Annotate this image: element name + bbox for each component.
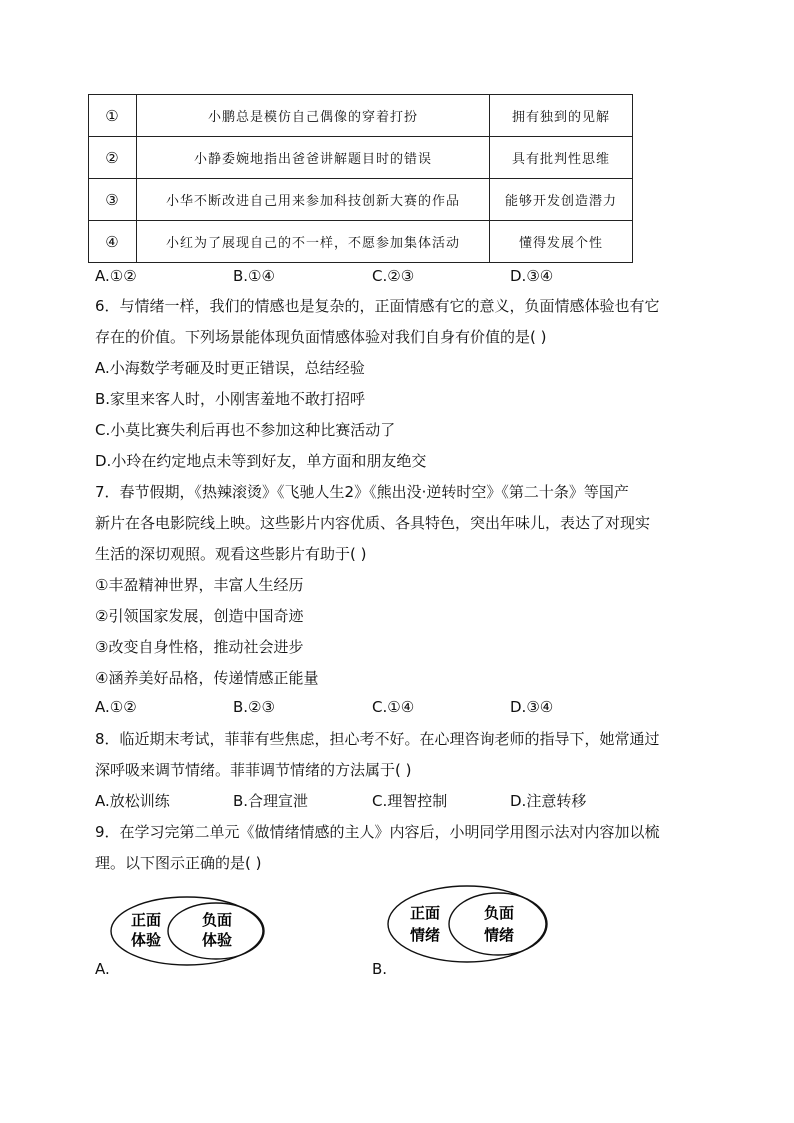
row-number: ① (89, 95, 137, 137)
row-trait: 懂得发展个性 (490, 221, 633, 263)
row-number: ③ (89, 179, 137, 221)
q5-table (88, 94, 633, 263)
row-description: 小鹏总是模仿自己偶像的穿着打扮 (137, 95, 490, 137)
q9-stem-line2: 理。以下图示正确的是( ) (95, 854, 262, 872)
row-trait: 拥有独到的见解 (490, 95, 633, 137)
row-description: 小红为了展现自己的不一样，不愿参加集体活动 (137, 221, 490, 263)
q6-option-d[interactable]: D.小玲在约定地点未等到好友，单方面和朋友绝交 (95, 452, 427, 470)
q7-stem-line3: 生活的深切观照。观看这些影片有助于( ) (95, 545, 367, 563)
inner-label-line1: 负面 (201, 911, 233, 929)
q7-option-d[interactable]: D.③④ (510, 698, 554, 716)
row-description: 小静委婉地指出爸爸讲解题目时的错误 (137, 137, 490, 179)
q5-option-b[interactable]: B.①④ (233, 267, 275, 285)
row-number: ④ (89, 221, 137, 263)
venn-diagram-a[interactable] (110, 895, 270, 975)
q5-option-c[interactable]: C.②③ (372, 267, 415, 285)
outer-label-line2: 情绪 (409, 926, 441, 944)
table-row (89, 179, 633, 221)
table-row (89, 137, 633, 179)
row-description: 小华不断改进自己用来参加科技创新大赛的作品 (137, 179, 490, 221)
q8-option-d[interactable]: D.注意转移 (510, 792, 587, 810)
q8-option-b[interactable]: B.合理宣泄 (233, 792, 309, 810)
q7-option-b[interactable]: B.②③ (233, 698, 275, 716)
table-row (89, 221, 633, 263)
table-row (89, 95, 633, 137)
q5-option-d[interactable]: D.③④ (510, 267, 554, 285)
outer-label-line2: 体验 (130, 931, 162, 949)
q7-option-a[interactable]: A.①② (95, 698, 137, 716)
q7-statement-4: ④涵养美好品格，传递情感正能量 (95, 669, 319, 687)
q7-statement-2: ②引领国家发展，创造中国奇迹 (95, 607, 304, 625)
q8-option-c[interactable]: C.理智控制 (372, 792, 448, 810)
row-trait: 具有批判性思维 (490, 137, 633, 179)
inner-label-line2: 体验 (201, 931, 233, 949)
q7-statement-3: ③改变自身性格，推动社会进步 (95, 638, 304, 656)
row-trait: 能够开发创造潜力 (490, 179, 633, 221)
q8-option-a[interactable]: A.放松训练 (95, 792, 170, 810)
q9-stem-line1: 9．在学习完第二单元《做情绪情感的主人》内容后，小明同学用图示法对内容加以梳 (95, 823, 660, 841)
q5-option-a[interactable]: A.①② (95, 267, 137, 285)
q6-stem-line1: 6．与情绪一样，我们的情感也是复杂的，正面情感有它的意义，负面情感体验也有它 (95, 297, 660, 315)
q7-stem-line2: 新片在各电影院线上映。这些影片内容优质、各具特色，突出年味儿，表达了对现实 (95, 514, 651, 532)
outer-label-line1: 正面 (409, 904, 441, 922)
outer-label-line1: 正面 (130, 911, 162, 929)
q7-statement-1: ①丰盈精神世界，丰富人生经历 (95, 576, 304, 594)
q8-stem-line1: 8．临近期末考试，菲菲有些焦虑，担心考不好。在心理咨询老师的指导下，她常通过 (95, 730, 660, 748)
inner-label-line1: 负面 (483, 904, 515, 922)
q8-stem-line2: 深呼吸来调节情绪。菲菲调节情绪的方法属于( ) (95, 761, 412, 779)
q6-option-a[interactable]: A.小海数学考砸及时更正错误，总结经验 (95, 359, 365, 377)
q9-option-a-label[interactable]: A. (95, 960, 110, 978)
q7-stem-line1: 7．春节假期，《热辣滚烫》《飞驰人生2》《熊出没·逆转时空》《第二十条》等国产 (95, 483, 629, 501)
q7-option-c[interactable]: C.①④ (372, 698, 415, 716)
venn-diagram-b[interactable] (387, 884, 552, 969)
q9-option-b-label[interactable]: B. (372, 960, 388, 978)
q6-option-b[interactable]: B.家里来客人时，小刚害羞地不敢打招呼 (95, 390, 366, 408)
q6-stem-line2: 存在的价值。下列场景能体现负面情感体验对我们自身有价值的是( ) (95, 328, 547, 346)
inner-circle (449, 893, 547, 955)
q6-option-c[interactable]: C.小莫比赛失利后再也不参加这种比赛活动了 (95, 421, 396, 439)
row-number: ② (89, 137, 137, 179)
inner-label-line2: 情绪 (483, 926, 515, 944)
